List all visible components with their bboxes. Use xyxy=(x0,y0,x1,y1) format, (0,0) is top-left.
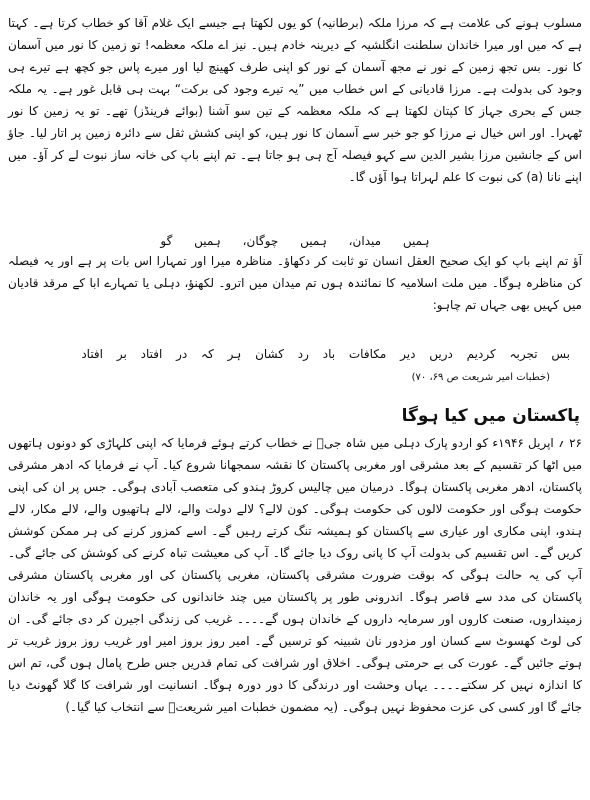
verse-line: ہمیں میدان، ہمیں چوگان، ہمیں گو xyxy=(160,234,430,248)
citation: (خطبات امیر شریعت ص ۶۹، ۷۰) xyxy=(411,372,550,383)
paragraph-pakistan-prediction: ۲۶ ؍ اپریل ۱۹۴۶ء کو اردو پارک دہلی میں شاہ جیؒ نے خطاب کرتے ہوئے فرمایا کہ اپنی کلہاڑی کو دونوں ہاتھوں میں اٹھا کر تقسیم کے بعد مشرقی اور مغربی پاکستان کا نقشہ سمجھانا شروع کیا۔ آپ نے فرمایا کہ ادھر مشرقی پاکستان، ادھر مغربی پاکستان ہوگا۔ درمیان میں چالیس کروڑ ہندو کی متعصب آبادی ہوگی۔ جس پر ان کی اپنی حکومت ہوگی اور حکومت لالوں کی حکومت ہوگی۔ کون لالے؟ لالے دولت والے، لالے ہاتھیوں والے، لالے مکار، لالے ہندو، اپنی مکاری اور عیاری سے پاکستان کو ہمیشہ تنگ کرتے رہیں گے۔ اسے کمزور کرنے کی ہر ممکن کوشش کریں گے۔ اس تقسیم کی بدولت آپ کا پانی روک دیا جائے گا۔ آپ کی معیشت تباہ کرنے کی کوشش کی جائے گی۔ آپ کی یہ حالت ہوگی کہ بوقت ضرورت مشرقی پاکستان، مغربی پاکستان کی اور مغربی پاکستان مشرقی پاکستان کی مدد سے قاصر ہوگا۔ اندرونی طور پر پاکستان میں چند خاندانوں کی حکومت ہوگی اور یہ خاندان زمینداروں، صنعت کاروں اور سرمایہ داروں کے خاندان ہوں گے۔۔۔۔ غریب کی زندگی اجیرن کر دی جائے گی۔ ان کی لوٹ کھسوٹ سے کسان اور مزدور نان شبینہ کو ترسیں گے۔ امیر روز بروز امیر اور غریب روز بروز غریب تر ہوتے جائیں گے۔ عورت کی بے حرمتی ہوگی۔ اخلاق اور شرافت کی تمام قدریں جس طرح پامال ہوں گی، تم اس کا اندازہ نہیں کر سکتے۔۔۔۔ یہاں وحشت اور درندگی کا دور دورہ ہوگا۔ انسانیت اور شرافت کا گلا گھونٹ دیا جائے گا اور کسی کی عزت محفوظ نہیں ہوگی۔ (یہ مضمون خطبات امیر شریعتؒ سے انتخاب کیا گیا۔) xyxy=(8,436,582,714)
paragraph-mirza-letter: مسلوب ہونے کی علامت ہے کہ مرزا ملکہ (برطانیہ) کو یوں لکھتا ہے جیسے ایک غلام آقا کو خطاب کرتا ہے۔ کہتا ہے کہ میں اور میرا خاندان سلطنت انگلشیہ کے دیرینہ خادم ہیں۔ نیز اے ملکہ معظمہ! تو زمین کا نور میں آسمان کا نور۔ بس تجھ زمین کے نور نے مجھ آسمان کے نور کو اپنی طرف کھینچ لیا اور میرے پاس جو کچھ ہے تیرے ہی وجود کی بدولت ہے۔ مرزا قادیانی کے اس خطاب میں ”یہ تیرے وجود کی برکت“ بہت ہی قابل غور ہے۔ یہ ملکہ جس کے بحری جہاز کا کپتان لکھتا ہے کہ ملکہ معظمہ کے تین سو آشنا (بوائے فرینڈز) تھے۔ تو یہ زمین کا نور ٹھہرا۔ اور اس خیال نے مرزا کو جو خبر سے آسمان کا نور ہیں، کو اپنی کشش ثقل سے دائرہ زمین پر اتار لیا۔ جاؤ اس کے جانشین مرزا بشیر الدین سے کہو فیصلہ آج ہی ہو جاتا ہے۔ تم اپنے باپ کی خانہ ساز نبوت لے کر آؤ۔ میں اپنے نانا (a) کی نبوت کا علم لہراتا ہوا آؤں گا۔ xyxy=(8,16,582,184)
persian-verse: بس تجربہ کردیم دریں دیر مکافات باد رد کشان ہر کہ در افتاد بر افتاد xyxy=(81,347,570,361)
paragraph-challenge: آؤ تم اپنے باپ کو ایک صحیح العقل انسان تو ثابت کر دکھاؤ۔ مناظرہ میرا اور تمہارا اس بات پر ہے اور یہ فیصلہ کن مناظرہ ہوگا۔ میں ملت اسلامیہ کا نمائندہ ہوں تم میدان میں اترو۔ لکھنؤ، دہلی یا تمہارے ابا کے مرقد قادیان میں کہیں بھی جہاں تم چاہو: xyxy=(8,254,582,312)
section-heading: پاکستان میں کیا ہوگا xyxy=(401,406,580,426)
